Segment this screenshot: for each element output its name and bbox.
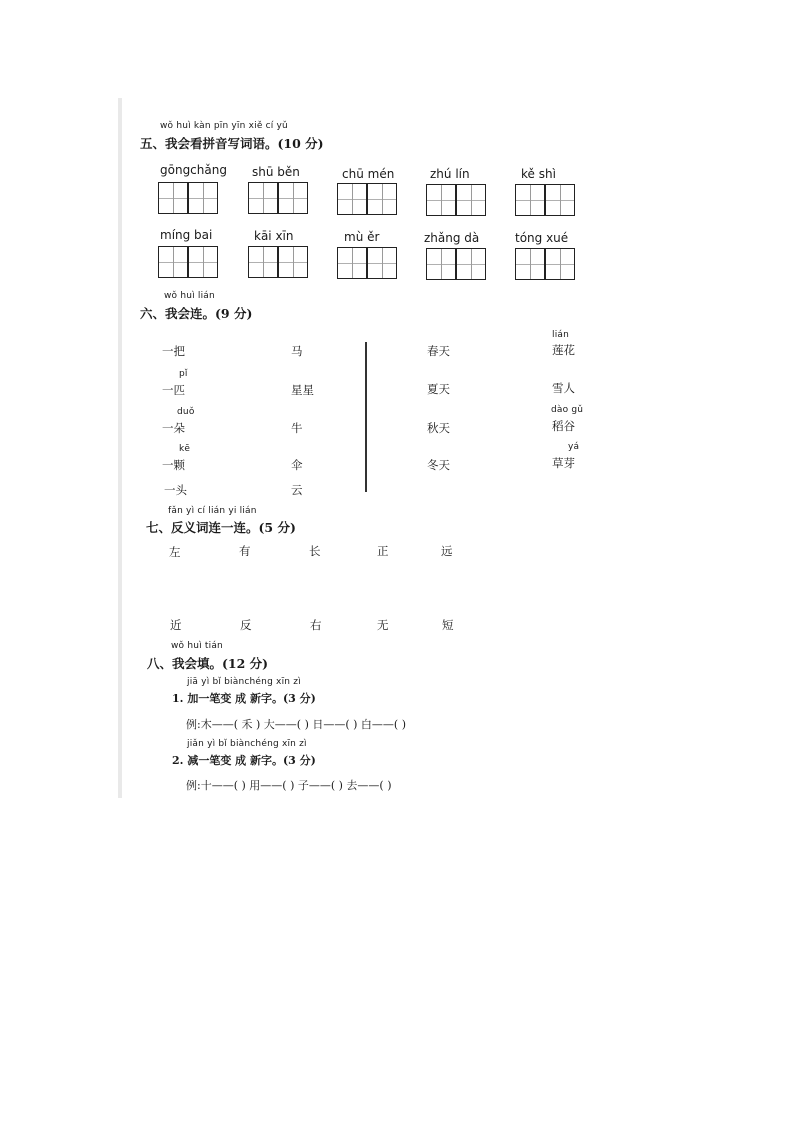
writing-box[interactable] (188, 246, 218, 278)
writing-box[interactable] (426, 248, 456, 280)
word-pinyin: zhǎng dà (424, 231, 480, 245)
antonym-bottom[interactable]: 无 (377, 618, 389, 632)
writing-box[interactable] (456, 184, 486, 216)
measure-word[interactable]: 一头 (164, 483, 187, 497)
word-pinyin: mù ěr (344, 230, 380, 244)
writing-box[interactable] (158, 182, 188, 214)
q1-title: 1. 加一笔变 成 新字。(3 分) (172, 692, 316, 705)
season-word[interactable]: 夏天 (427, 382, 450, 396)
pinyin-hint: kē (179, 444, 191, 454)
word-pinyin: zhú lín (430, 167, 470, 181)
word-pinyin: chū mén (342, 167, 395, 181)
measure-word[interactable]: 一匹 (162, 383, 185, 397)
section8-title: 八、我会填。(12 分) (147, 656, 269, 671)
q2-title: 2. 减一笔变 成 新字。(3 分) (172, 754, 316, 767)
object-word[interactable]: 草芽 (552, 456, 575, 470)
object-word[interactable]: 稻谷 (552, 419, 575, 433)
writing-box[interactable] (545, 248, 575, 280)
word-pinyin: tóng xué (515, 231, 569, 245)
pinyin-hint: duǒ (177, 407, 195, 417)
writing-box[interactable] (426, 184, 456, 216)
writing-box[interactable] (367, 247, 397, 279)
writing-box[interactable] (278, 246, 308, 278)
object-word[interactable]: 雪人 (552, 381, 575, 395)
measure-word[interactable]: 一把 (162, 344, 185, 358)
antonym-bottom[interactable]: 近 (170, 618, 182, 632)
pinyin-hint: pǐ (179, 369, 188, 379)
writing-box[interactable] (337, 183, 367, 215)
q1-pinyin: jiā yì bǐ biànchéng xīn zì (187, 677, 301, 687)
word-pinyin: gōngchǎng (160, 163, 227, 177)
writing-box[interactable] (515, 184, 545, 216)
section7-title: 七、反义词连一连。(5 分) (146, 520, 296, 535)
section7-pinyin: fǎn yì cí lián yi lián (168, 506, 257, 516)
season-word[interactable]: 秋天 (427, 421, 450, 435)
section6-pinyin: wǒ huì lián (164, 291, 215, 301)
section6-title: 六、我会连。(9 分) (140, 306, 253, 321)
antonym-top[interactable]: 长 (309, 544, 321, 558)
writing-box[interactable] (278, 182, 308, 214)
antonym-top[interactable]: 左 (169, 545, 181, 559)
word-pinyin: kě shì (521, 167, 556, 181)
noun-word[interactable]: 伞 (291, 458, 303, 472)
noun-word[interactable]: 牛 (291, 421, 303, 435)
noun-word[interactable]: 星星 (291, 383, 314, 397)
word-pinyin: shū běn (252, 165, 300, 179)
antonym-top[interactable]: 远 (441, 544, 453, 558)
measure-word[interactable]: 一朵 (162, 421, 185, 435)
antonym-top[interactable]: 正 (377, 544, 389, 558)
q2-pinyin: jiǎn yì bǐ biànchéng xīn zì (187, 739, 307, 749)
writing-box[interactable] (337, 247, 367, 279)
writing-box[interactable] (188, 182, 218, 214)
word-pinyin: kāi xīn (254, 229, 294, 243)
antonym-bottom[interactable]: 短 (442, 618, 454, 632)
writing-box[interactable] (515, 248, 545, 280)
antonym-bottom[interactable]: 右 (310, 618, 322, 632)
measure-word[interactable]: 一颗 (162, 458, 185, 472)
section5-pinyin: wǒ huì kàn pīn yīn xiě cí yǔ (160, 121, 288, 131)
season-word[interactable]: 冬天 (427, 458, 450, 472)
section5-title: 五、我会看拼音写词语。(10 分) (140, 136, 324, 151)
writing-box[interactable] (545, 184, 575, 216)
writing-box[interactable] (248, 182, 278, 214)
pinyin-hint: yá (568, 442, 580, 452)
season-word[interactable]: 春天 (427, 344, 450, 358)
pinyin-hint: lián (552, 330, 570, 340)
scan-edge (118, 98, 122, 798)
writing-box[interactable] (367, 183, 397, 215)
pinyin-hint: dào gǔ (551, 405, 584, 415)
column-divider (365, 342, 367, 492)
noun-word[interactable]: 马 (291, 344, 303, 358)
antonym-bottom[interactable]: 反 (240, 618, 252, 632)
q2-fill-line[interactable]: 例:十——( ) 用——( ) 子——( ) 去——( ) (186, 779, 392, 792)
writing-box[interactable] (456, 248, 486, 280)
antonym-top[interactable]: 有 (239, 544, 251, 558)
writing-box[interactable] (158, 246, 188, 278)
object-word[interactable]: 莲花 (552, 343, 575, 357)
word-pinyin: míng bai (160, 228, 213, 242)
section8-pinyin: wǒ huì tián (171, 641, 223, 651)
noun-word[interactable]: 云 (291, 483, 303, 497)
q1-fill-line[interactable]: 例:木——( 禾 ) 大——( ) 日——( ) 白——( ) (186, 718, 407, 731)
writing-box[interactable] (248, 246, 278, 278)
